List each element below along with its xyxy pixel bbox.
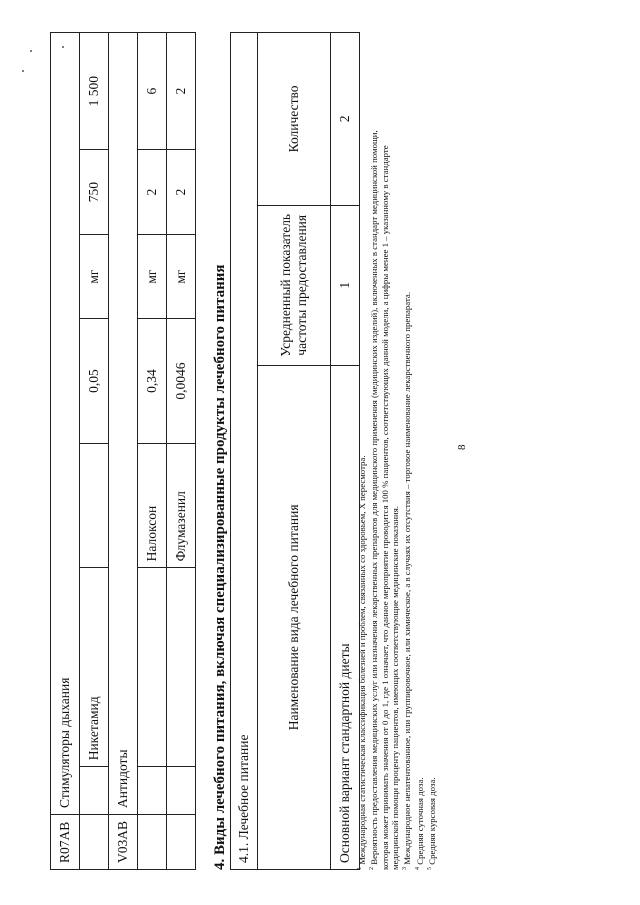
table-row	[231, 33, 258, 870]
atc-code: V03AB	[109, 814, 138, 869]
table-row	[51, 33, 80, 870]
section-heading: 4. Виды лечебного питания, включая специализированные продукты лечебного питания	[212, 264, 228, 870]
atc-group-name: Стимуляторы дыхания	[51, 33, 80, 815]
drug-table	[50, 32, 196, 870]
course-dose: 1 500	[80, 33, 109, 150]
drug-name: Налоксон	[138, 443, 167, 568]
freq-value: 0,0046	[167, 319, 196, 443]
daily-dose: 750	[80, 150, 109, 235]
course-dose: 2	[167, 33, 196, 150]
atc-group-name: Антидоты	[109, 33, 138, 815]
scan-speck	[30, 50, 32, 52]
footnote: $^2$ Вероятность предоставления медицинских услуг или назначения лекарственных препаратов для медицинского применения (медицинских изделий), включенных в стандарт медицинской помощи, которая может принимать значения от 0 до 1, где 1 означает, что данное мероприятие проводится 100 % пациентов, соответствующих данной модели, а цифры менее 1 – указанному в стандарте медицинской помощи проценту пациентов, имеющих соответствующие медицинские показания.	[369, 130, 401, 870]
column-header-name: Наименование вида лечебного питания	[258, 365, 331, 869]
freq-value: 0,05	[80, 319, 109, 443]
footnote: $^1$ Международная статистическая классификация болезней и проблем, связанных со здоровьем, X пересмотра.	[356, 455, 367, 870]
table-row	[167, 33, 196, 870]
daily-dose: 2	[167, 150, 196, 235]
table-row	[138, 33, 167, 870]
footnote: $^4$ Средняя суточная доза.	[414, 777, 425, 870]
footnotes	[355, 110, 437, 870]
column-header-frequency: Усредненный показатель частоты предоставления	[258, 205, 331, 365]
unit: мг	[138, 234, 167, 319]
column-header-quantity: Количество	[258, 33, 331, 206]
table-row	[80, 33, 109, 870]
rotated-page-content	[50, 25, 640, 870]
daily-dose: 2	[138, 150, 167, 235]
table-row	[109, 33, 138, 870]
atc-code: R07AB	[51, 814, 80, 869]
subsection-title: 4.1. Лечебное питание	[231, 33, 258, 870]
drug-name: Никетамид	[80, 568, 109, 767]
unit: мг	[80, 234, 109, 319]
scan-speck	[22, 70, 24, 72]
drug-name: Флумазенил	[167, 443, 196, 568]
freq-value: 0,34	[138, 319, 167, 443]
footnote: $^3$ Международное непатентованное, или группировочное, или химическое, а в случаях их отсутствия – торговое наименование лекарственного препарата.	[402, 291, 413, 870]
course-dose: 6	[138, 33, 167, 150]
diet-name: Основной вариант стандартной диеты	[331, 365, 360, 869]
diet-frequency: 1	[331, 205, 360, 365]
diet-quantity: 2	[331, 33, 360, 206]
table-row	[258, 33, 331, 870]
nutrition-table	[230, 32, 360, 870]
unit: мг	[167, 234, 196, 319]
footnote: $^5$ Средняя курсовая доза.	[427, 777, 438, 870]
page-number: 8	[456, 444, 468, 450]
